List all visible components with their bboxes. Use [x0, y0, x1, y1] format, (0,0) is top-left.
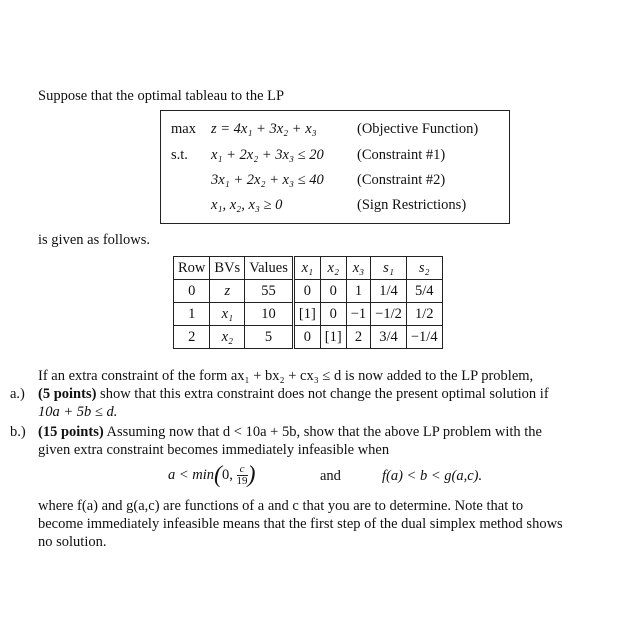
condition-fraction [237, 464, 248, 487]
tableau-cell: 3/4 [371, 326, 407, 349]
part-a-marker: a.) [10, 386, 25, 402]
lp-constraint1-label: s.t. [171, 147, 188, 163]
lp-objective-expr: z = 4x₁ + 3x₂ + x₃ [211, 121, 317, 137]
tableau-cell: 1/2 [406, 303, 442, 326]
tableau-row [174, 326, 443, 349]
tableau-cell: z [210, 280, 245, 303]
tableau-cell: −1/2 [371, 303, 407, 326]
final-para-line3: no solution. [38, 534, 107, 550]
fraction-denominator: 19 [236, 475, 248, 487]
lp-objective-note: (Objective Function) [357, 121, 479, 137]
part-a-text1: show that this extra constraint does not change the present optimal solution if [100, 386, 549, 402]
part-b-line1 [38, 424, 542, 441]
lp-constraint2-row [161, 172, 509, 196]
tableau-header-cell: BVs [210, 257, 245, 280]
tableau-cell: x₁ [210, 303, 245, 326]
tableau-cell: −1/4 [406, 326, 442, 349]
tableau-cell: 1 [346, 280, 370, 303]
tableau-cell: 0 [174, 280, 210, 303]
part-b-marker: b.) [10, 424, 26, 440]
part-a-points: (5 points) [38, 386, 97, 402]
part-b-text2: given extra constraint becomes immediately infeasible when [38, 442, 390, 458]
condition-formula [168, 462, 256, 489]
lp-constraint2-expr: 3x₁ + 2x₂ + x₃ ≤ 40 [211, 172, 324, 188]
part-a-line1 [38, 386, 549, 403]
tableau-header-cell: s₁ [371, 257, 407, 280]
question-lead: If an extra constraint of the form ax₁ + bx₂ + cx₃ ≤ d is now added to the LP problem, [38, 368, 534, 384]
tableau-header-cell: Row [174, 257, 210, 280]
condition-and: and [320, 468, 341, 484]
tableau-header-cell: x₁ [293, 257, 320, 280]
lp-constraint1-row [161, 147, 509, 171]
tableau-cell: x₂ [210, 326, 245, 349]
tableau-cell: 2 [174, 326, 210, 349]
tableau-cell: 0 [293, 326, 320, 349]
lp-constraint2-note: (Constraint #2) [357, 172, 446, 188]
tableau-cell: 0 [293, 280, 320, 303]
intro-text: Suppose that the optimal tableau to the LP [38, 88, 285, 104]
part-a-text2: 10a + 5b ≤ d. [38, 404, 118, 420]
part-b-points: (15 points) [38, 424, 104, 440]
lp-formulation-box [160, 110, 510, 224]
tableau-cell: −1 [346, 303, 370, 326]
tableau-header-row [174, 257, 443, 280]
lp-constraint1-note: (Constraint #1) [357, 147, 446, 163]
condition-right: f(a) < b < g(a,c). [382, 468, 483, 484]
tableau-header-cell: x₂ [320, 257, 346, 280]
given-text: is given as follows. [38, 232, 150, 248]
tableau-cell: 1 [174, 303, 210, 326]
condition-zero: 0, [222, 466, 237, 483]
tableau-cell: 0 [320, 303, 346, 326]
fraction-numerator: c [237, 464, 248, 476]
part-b-text1: Assuming now that d < 10a + 5b, show that the above LP problem with the [106, 424, 542, 440]
lp-sign-note: (Sign Restrictions) [357, 197, 467, 213]
tableau-cell: 5 [245, 326, 294, 349]
final-para-line1: where f(a) and g(a,c) are functions of a and c that you are to determine. Note that to [38, 498, 524, 514]
tableau-cell: 2 [346, 326, 370, 349]
tableau-cell: 0 [320, 280, 346, 303]
lp-objective-row [161, 121, 509, 145]
tableau-header-cell: Values [245, 257, 294, 280]
tableau-cell: [1] [293, 303, 320, 326]
tableau-row [174, 280, 443, 303]
final-para-line2: become immediately infeasible means that the first step of the dual simplex method shows [38, 516, 563, 532]
condition-paren-open: ( [214, 462, 223, 488]
lp-sign-row [161, 197, 509, 221]
tableau-header-cell: s₂ [406, 257, 442, 280]
condition-left: a < min [168, 466, 215, 483]
tableau-cell: 1/4 [371, 280, 407, 303]
lp-sign-expr: x₁, x₂, x₃ ≥ 0 [211, 197, 283, 213]
tableau-cell: 10 [245, 303, 294, 326]
lp-constraint1-expr: x₁ + 2x₂ + 3x₃ ≤ 20 [211, 147, 324, 163]
tableau-cell: 55 [245, 280, 294, 303]
lp-objective-label: max [171, 121, 196, 137]
tableau-header-cell: x₃ [346, 257, 370, 280]
tableau-cell: 5/4 [406, 280, 442, 303]
tableau-cell: [1] [320, 326, 346, 349]
simplex-tableau [173, 256, 443, 349]
tableau-row [174, 303, 443, 326]
condition-paren-close: ) [247, 462, 256, 488]
